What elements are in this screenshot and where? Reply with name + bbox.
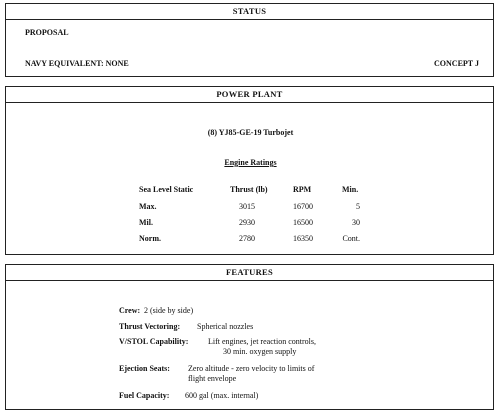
- crew-label: Crew:: [119, 306, 141, 315]
- thrust-vectoring-label: Thrust Vectoring:: [119, 322, 181, 331]
- power-plant-section: [5, 86, 494, 255]
- ejection-seats-value-line1: Zero altitude - zero velocity to limits of: [188, 364, 315, 373]
- column-header: Min.: [342, 185, 359, 194]
- column-header: Thrust (lb): [230, 185, 268, 194]
- fuel-capacity-label: Fuel Capacity:: [119, 391, 170, 400]
- power-plant-header: POWER PLANT: [6, 87, 493, 103]
- column-header: Sea Level Static: [139, 185, 194, 194]
- ejection-seats-label: Ejection Seats:: [119, 364, 170, 373]
- row-label: Max.: [139, 202, 157, 211]
- rpm-value: 16350: [293, 234, 313, 243]
- vstol-label: V/STOL Capability:: [119, 337, 189, 346]
- thrust-value: 2780: [239, 234, 255, 243]
- row-label: Norm.: [139, 234, 161, 243]
- navy-equivalent-text: NAVY EQUIVALENT: NONE: [25, 59, 129, 68]
- rpm-value: 16700: [293, 202, 313, 211]
- thrust-vectoring-value: Spherical nozzles: [197, 322, 254, 331]
- status-section: [5, 3, 494, 77]
- crew-value: 2 (side by side): [144, 306, 194, 315]
- engine-text: (8) YJ85-GE-19 Turbojet: [207, 128, 294, 137]
- thrust-value: 2930: [239, 218, 255, 227]
- status-header: STATUS: [6, 4, 493, 20]
- features-section: [5, 264, 494, 410]
- ejection-seats-value-line2: flight envelope: [188, 374, 237, 383]
- column-header: RPM: [293, 185, 312, 194]
- vstol-value-line2: 30 min. oxygen supply: [223, 347, 297, 356]
- row-label: Mil.: [139, 218, 153, 227]
- vstol-value-line1: Lift engines, jet reaction controls,: [208, 337, 316, 346]
- engine-ratings-title: Engine Ratings: [224, 158, 277, 167]
- thrust-value: 3015: [239, 202, 255, 211]
- features-header: FEATURES: [6, 265, 493, 281]
- min-value: 5: [356, 202, 360, 211]
- concept-text: CONCEPT J: [434, 59, 479, 68]
- min-value: 30: [352, 218, 360, 227]
- min-value: Cont.: [342, 234, 360, 243]
- proposal-text: PROPOSAL: [25, 28, 69, 37]
- rpm-value: 16500: [293, 218, 313, 227]
- fuel-capacity-value: 600 gal (max. internal): [185, 391, 259, 400]
